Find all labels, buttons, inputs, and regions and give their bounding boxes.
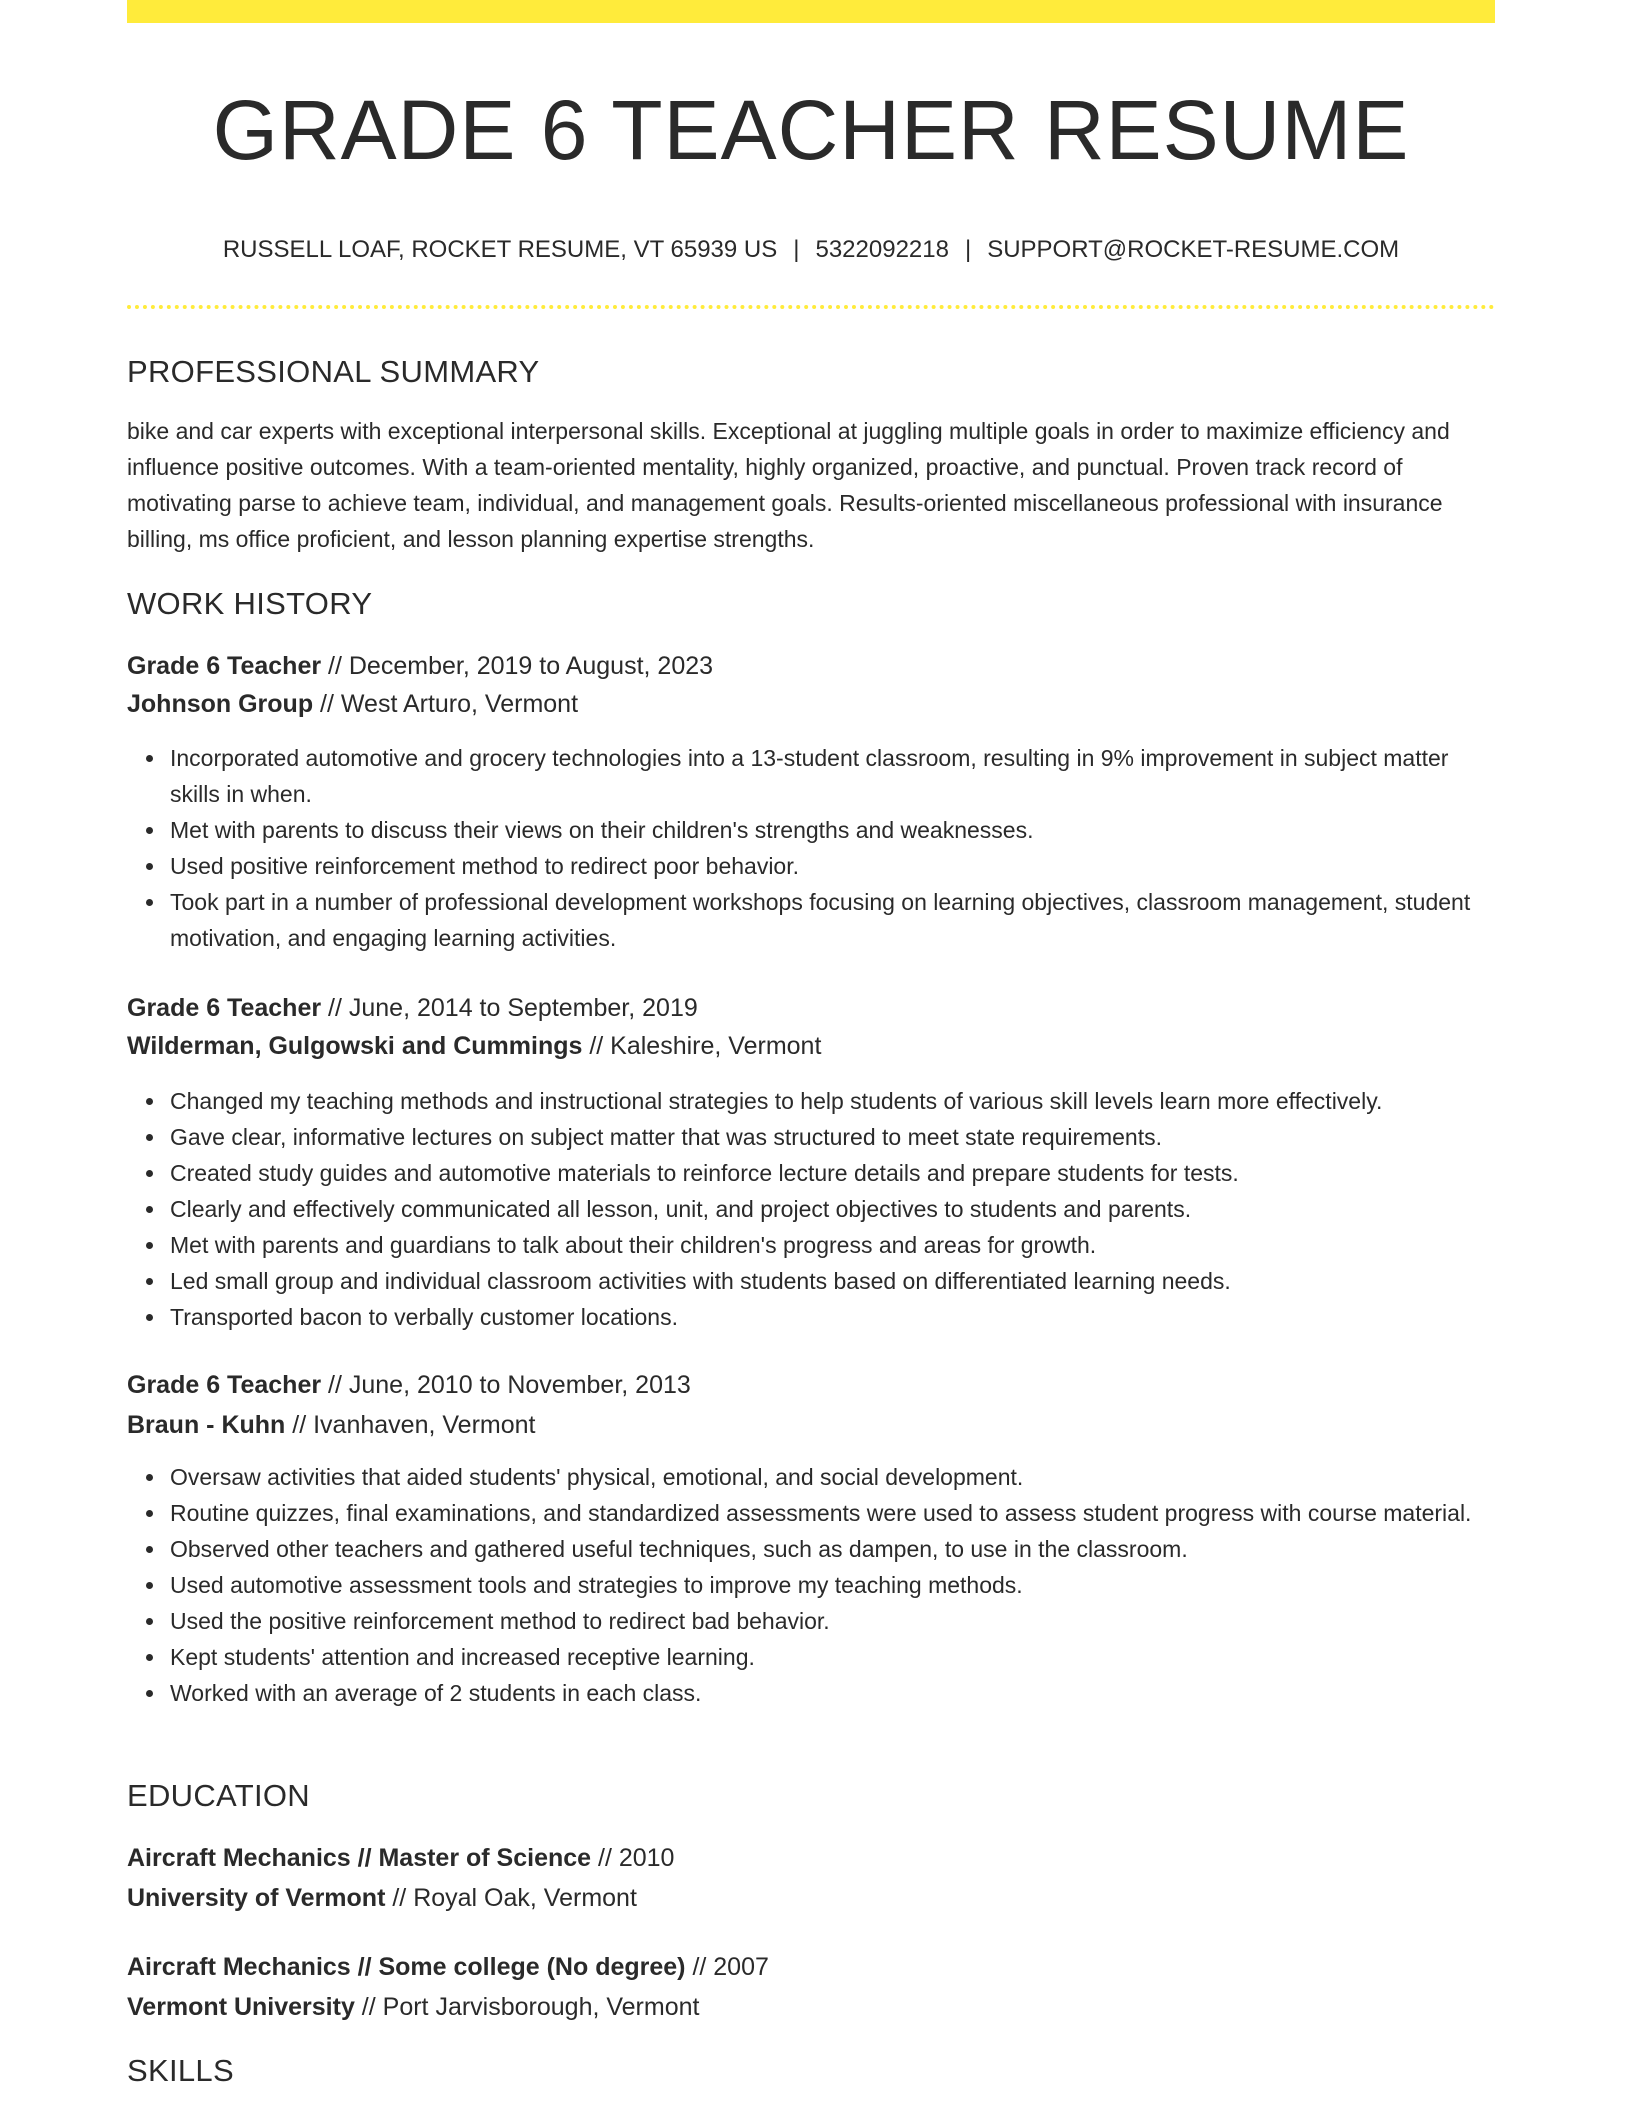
education-school-line: [127, 1988, 1495, 2026]
education-location: // Port Jarvisborough, Vermont: [354, 1993, 700, 2021]
list-item: Oversaw activities that aided students' physical, emotional, and social development.: [170, 1459, 1495, 1495]
job-title: Grade 6 Teacher: [127, 1371, 322, 1399]
list-item: Observed other teachers and gathered useful techniques, such as dampen, to use in the classroom.: [170, 1531, 1495, 1567]
contact-separator: |: [964, 236, 972, 263]
job-dates: // June, 2014 to September, 2019: [321, 994, 698, 1022]
list-item: Transported bacon to verbally customer locations.: [170, 1299, 1495, 1335]
job-employer-line: [127, 685, 1495, 723]
education-year: // 2007: [685, 1953, 769, 1981]
education-location: // Royal Oak, Vermont: [385, 1884, 637, 1912]
contact-line: [127, 234, 1495, 266]
section-heading-education: EDUCATION: [127, 1778, 310, 1813]
header-divider: [127, 305, 1495, 309]
list-item: Used positive reinforcement method to redirect poor behavior.: [170, 848, 1495, 884]
accent-top-bar: [127, 0, 1495, 23]
job-location: // West Arturo, Vermont: [313, 690, 579, 718]
job-location: // Ivanhaven, Vermont: [285, 1411, 536, 1439]
list-item: Used the positive reinforcement method to redirect bad behavior.: [170, 1603, 1495, 1639]
list-item: Led small group and individual classroom activities with students based on differentiated learning needs.: [170, 1263, 1495, 1299]
list-item: Took part in a number of professional development workshops focusing on learning objectives, classroom management, student motivation, and engaging learning activities.: [170, 884, 1495, 956]
job-bullet-list: [127, 740, 1495, 956]
list-item: Kept students' attention and increased receptive learning.: [170, 1639, 1495, 1675]
section-heading-work-history: WORK HISTORY: [127, 586, 373, 621]
contact-email: SUPPORT@ROCKET-RESUME.COM: [987, 236, 1400, 263]
contact-phone: 5322092218: [815, 236, 949, 263]
list-item: Met with parents to discuss their views on their children's strengths and weaknesses.: [170, 812, 1495, 848]
education-degree: Aircraft Mechanics // Some college (No degree): [127, 1953, 686, 1981]
education-school: Vermont University: [127, 1993, 355, 2021]
summary-text: bike and car experts with exceptional interpersonal skills. Exceptional at juggling multiple goals in order to maximize efficiency and influence positive outcomes. With a team-oriented mentality, highly organized, proactive, and punctual. Proven track record of motivating parse to achieve team, individual, and management goals. Results-oriented miscellaneous professional with insurance billing, ms office proficient, and lesson planning expertise strengths.: [127, 418, 1450, 552]
list-item: Incorporated automotive and grocery technologies into a 13-student classroom, resulting in 9% improvement in subject matter skills in when.: [170, 740, 1495, 812]
job-dates: // June, 2010 to November, 2013: [321, 1371, 691, 1399]
education-school: University of Vermont: [127, 1884, 386, 1912]
list-item: Routine quizzes, final examinations, and standardized assessments were used to assess student progress with course material.: [170, 1495, 1495, 1531]
job-title-line: [127, 647, 1495, 685]
list-item: Met with parents and guardians to talk about their children's progress and areas for growth.: [170, 1227, 1495, 1263]
job-employer-line: [127, 1027, 1495, 1065]
education-year: // 2010: [591, 1844, 675, 1872]
contact-address: RUSSELL LOAF, ROCKET RESUME, VT 65939 US: [222, 236, 778, 263]
job-title: Grade 6 Teacher: [127, 994, 322, 1022]
resume-page: [127, 0, 1495, 2112]
education-degree-line: [127, 1948, 1495, 1986]
list-item: Created study guides and automotive materials to reinforce lecture details and prepare students for tests.: [170, 1155, 1495, 1191]
page-title: GRADE 6 TEACHER RESUME: [212, 83, 1410, 177]
list-item: Used automotive assessment tools and strategies to improve my teaching methods.: [170, 1567, 1495, 1603]
education-degree: Aircraft Mechanics // Master of Science: [127, 1844, 592, 1872]
job-bullet-list: [127, 1083, 1495, 1335]
job-title-line: [127, 989, 1495, 1027]
section-heading-summary: PROFESSIONAL SUMMARY: [127, 354, 540, 389]
job-dates: // December, 2019 to August, 2023: [321, 652, 714, 680]
job-employer-line: [127, 1406, 1495, 1444]
job-employer: Braun - Kuhn: [127, 1411, 286, 1439]
list-item: Clearly and effectively communicated all lesson, unit, and project objectives to students and parents.: [170, 1191, 1495, 1227]
job-bullet-list: [127, 1459, 1495, 1711]
education-school-line: [127, 1879, 1495, 1917]
contact-separator: |: [793, 236, 800, 263]
job-employer: Johnson Group: [127, 690, 314, 718]
job-title: Grade 6 Teacher: [127, 652, 322, 680]
list-item: Gave clear, informative lectures on subject matter that was structured to meet state requirements.: [170, 1119, 1495, 1155]
section-heading-skills: SKILLS: [127, 2053, 234, 2088]
list-item: Changed my teaching methods and instructional strategies to help students of various skill levels learn more effectively.: [170, 1083, 1495, 1119]
list-item: Worked with an average of 2 students in each class.: [170, 1675, 1495, 1711]
job-title-line: [127, 1366, 1495, 1404]
job-employer: Wilderman, Gulgowski and Cummings: [127, 1032, 583, 1060]
job-location: // Kaleshire, Vermont: [582, 1032, 822, 1060]
education-degree-line: [127, 1839, 1495, 1877]
